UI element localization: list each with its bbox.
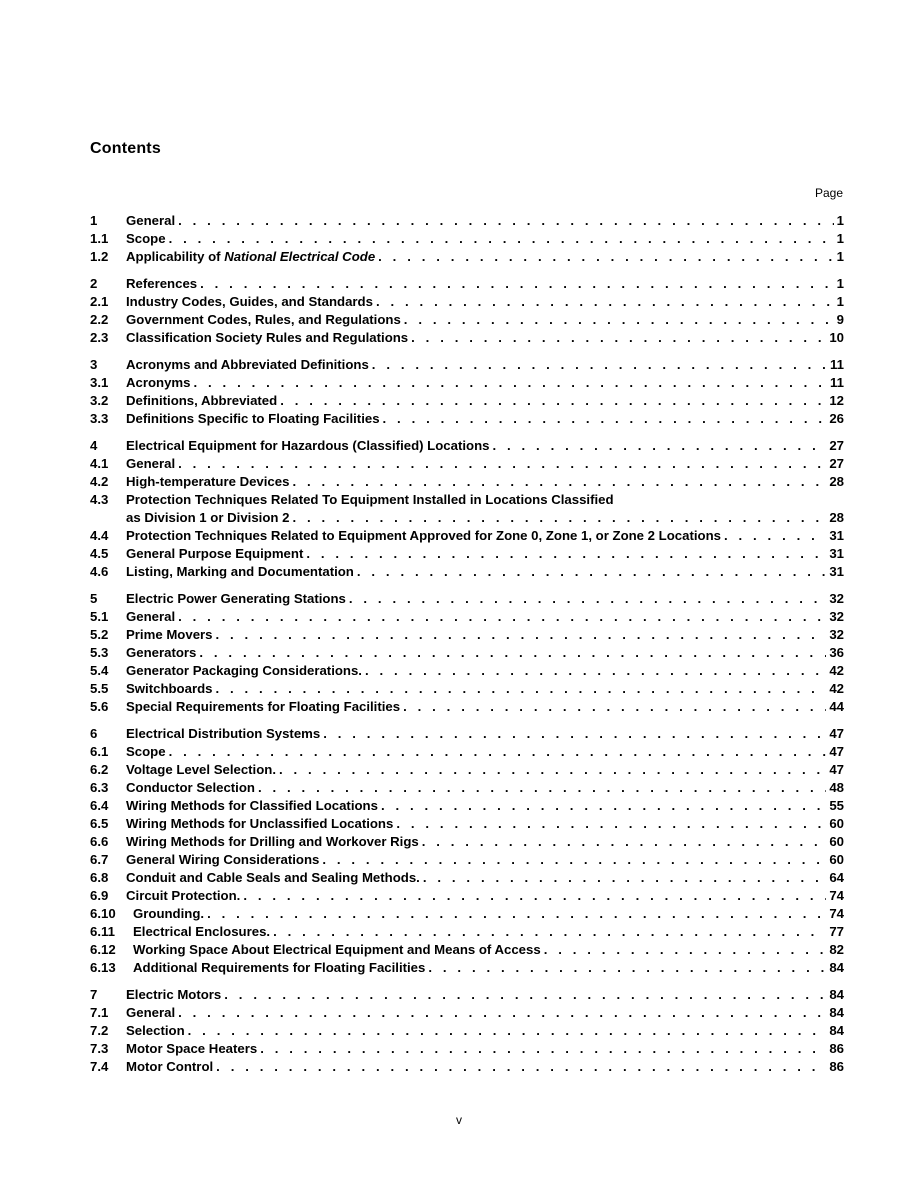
toc-entry-page: 32 (829, 591, 844, 606)
toc-entry-number: 5.3 (90, 645, 109, 660)
toc-entry-title: Motor Space Heaters (126, 1041, 258, 1056)
toc-entry-page: 77 (829, 924, 844, 939)
toc-entry-title: Protection Techniques Related to Equipment Approved for Zone 0, Zone 1, or Zone 2 Locations (126, 528, 721, 543)
dot-leader (260, 1040, 826, 1058)
toc-entry-title: Government Codes, Rules, and Regulations (126, 312, 401, 327)
toc-entry-page: 36 (829, 645, 844, 660)
toc-entry-number: 5.1 (90, 609, 109, 624)
toc-entry-title: as Division 1 or Division 2 (126, 510, 290, 525)
toc-entry[interactable] (90, 275, 844, 293)
toc-entry-number: 5.2 (90, 627, 109, 642)
toc-section (90, 356, 844, 428)
footer-page-number: v (456, 1113, 462, 1127)
dot-leader (178, 1004, 826, 1022)
toc-entry-number: 4.5 (90, 546, 109, 561)
toc-entry[interactable] (90, 905, 844, 923)
toc-entry-page: 47 (829, 726, 844, 741)
toc-entry-title: General (126, 609, 176, 624)
toc-entry-number: 5.4 (90, 663, 109, 678)
toc-entry-title: General Wiring Considerations (126, 852, 320, 867)
table-of-contents (90, 212, 844, 1085)
toc-entry[interactable] (90, 563, 844, 581)
toc-entry-number: 1.1 (90, 231, 109, 246)
toc-entry-title: Generators (126, 645, 197, 660)
dot-leader (258, 779, 826, 797)
toc-entry-title: Grounding. (133, 906, 205, 921)
dot-leader (188, 1022, 827, 1040)
toc-entry-page: 1 (836, 213, 844, 228)
toc-entry-number: 5 (90, 591, 98, 606)
toc-entry-title: Conduit and Cable Seals and Sealing Methods. (126, 870, 420, 885)
dot-leader (323, 725, 826, 743)
toc-entry-title: Motor Control (126, 1059, 214, 1074)
toc-entry-page: 84 (829, 1023, 844, 1038)
toc-entry-title: General Purpose Equipment (126, 546, 304, 561)
page-column-header: Page (814, 186, 843, 200)
dot-leader (207, 905, 826, 923)
toc-entry-title: Switchboards (126, 681, 213, 696)
toc-entry-number: 2.2 (90, 312, 109, 327)
dot-leader (365, 662, 826, 680)
toc-entry[interactable] (90, 329, 844, 347)
toc-entry-number: 4.1 (90, 456, 109, 471)
dot-leader (169, 230, 834, 248)
toc-entry-page: 60 (829, 816, 844, 831)
dot-leader (216, 626, 827, 644)
toc-entry-title: Acronyms (126, 375, 191, 390)
toc-entry-page: 84 (829, 987, 844, 1002)
toc-entry[interactable] (90, 293, 844, 311)
toc-entry[interactable] (90, 941, 844, 959)
dot-leader (396, 815, 826, 833)
toc-entry[interactable] (90, 662, 844, 680)
dot-leader (544, 941, 827, 959)
toc-entry[interactable] (90, 626, 844, 644)
toc-entry[interactable] (90, 356, 844, 374)
toc-entry[interactable] (90, 797, 844, 815)
toc-entry-number: 4.3 (90, 492, 109, 507)
dot-leader (383, 410, 827, 428)
toc-entry[interactable] (90, 212, 844, 230)
toc-entry[interactable] (90, 455, 844, 473)
toc-entry-title: Electrical Enclosures. (133, 924, 271, 939)
toc-entry[interactable] (90, 1004, 844, 1022)
toc-entry[interactable] (90, 725, 844, 743)
toc-entry-number: 6.8 (90, 870, 109, 885)
toc-entry-page: 42 (829, 681, 844, 696)
toc-entry[interactable] (90, 410, 844, 428)
toc-entry-page: 1 (836, 294, 844, 309)
dot-leader (243, 887, 826, 905)
dot-leader (273, 923, 826, 941)
toc-entry-number: 2.1 (90, 294, 109, 309)
dot-leader (199, 644, 826, 662)
toc-entry-number: 7.2 (90, 1023, 109, 1038)
dot-leader (178, 455, 826, 473)
toc-entry-title: References (126, 276, 198, 291)
toc-entry-page: 28 (829, 510, 844, 525)
toc-entry-number: 6 (90, 726, 98, 741)
toc-entry-page: 44 (829, 699, 844, 714)
toc-entry-number: 3.1 (90, 375, 109, 390)
toc-entry-title: Circuit Protection. (126, 888, 241, 903)
toc-entry[interactable] (90, 869, 844, 887)
toc-entry[interactable] (90, 590, 844, 608)
dot-leader (216, 1058, 826, 1076)
toc-entry-page: 48 (829, 780, 844, 795)
toc-entry-title: Electrical Distribution Systems (126, 726, 321, 741)
toc-entry-title: High-temperature Devices (126, 474, 290, 489)
toc-entry[interactable] (90, 986, 844, 1004)
toc-entry-number: 7.1 (90, 1005, 109, 1020)
toc-entry-title: Prime Movers (126, 627, 213, 642)
toc-entry-page: 82 (829, 942, 844, 957)
dot-leader (194, 374, 828, 392)
toc-entry-number: 6.6 (90, 834, 109, 849)
toc-entry-title: General (126, 456, 176, 471)
toc-entry-page: 11 (830, 375, 844, 390)
dot-leader (178, 212, 834, 230)
dot-leader (224, 986, 826, 1004)
toc-entry-title: Scope (126, 744, 166, 759)
toc-entry-title: Industry Codes, Guides, and Standards (126, 294, 373, 309)
toc-entry[interactable] (90, 1058, 844, 1076)
toc-entry[interactable] (90, 491, 844, 509)
toc-entry[interactable] (90, 527, 844, 545)
toc-entry[interactable] (90, 1040, 844, 1058)
toc-entry-number: 6.4 (90, 798, 109, 813)
toc-entry-page: 31 (829, 564, 844, 579)
toc-entry-title: General (126, 1005, 176, 1020)
toc-entry-number: 1.2 (90, 249, 109, 264)
toc-entry-number: 7 (90, 987, 98, 1002)
toc-entry-title-italic: National Electrical Code (224, 249, 376, 264)
toc-entry-page: 55 (829, 798, 844, 813)
toc-entry-title: Acronyms and Abbreviated Definitions (126, 357, 369, 372)
toc-entry-number: 1 (90, 213, 98, 228)
dot-leader (178, 608, 826, 626)
toc-entry-number: 4.6 (90, 564, 109, 579)
dot-leader (381, 797, 826, 815)
dot-leader (492, 437, 826, 455)
toc-entry-title: Selection (126, 1023, 185, 1038)
toc-entry-title: Wiring Methods for Drilling and Workover Rigs (126, 834, 419, 849)
page-title: Contents (90, 140, 161, 157)
dot-leader (428, 959, 826, 977)
toc-entry[interactable] (90, 923, 844, 941)
toc-entry-number: 4 (90, 438, 98, 453)
dot-leader (215, 680, 826, 698)
toc-entry-title: Generator Packaging Considerations. (126, 663, 362, 678)
toc-entry-title-prefix: Applicability of (126, 249, 225, 264)
toc-entry-title: Electrical Equipment for Hazardous (Classified) Locations (126, 438, 490, 453)
toc-entry-number: 4.4 (90, 528, 109, 543)
toc-entry[interactable] (90, 851, 844, 869)
toc-entry-page: 84 (829, 960, 844, 975)
toc-section (90, 725, 844, 977)
toc-section (90, 275, 844, 347)
toc-entry[interactable] (90, 545, 844, 563)
toc-entry-page: 26 (829, 411, 844, 426)
toc-entry-number: 6.7 (90, 852, 109, 867)
dot-leader (357, 563, 826, 581)
toc-entry[interactable] (90, 374, 844, 392)
toc-entry[interactable] (90, 608, 844, 626)
toc-entry-number: 3 (90, 357, 98, 372)
toc-entry-page: 42 (829, 663, 844, 678)
toc-entry-title: Additional Requirements for Floating Facilities (133, 960, 426, 975)
toc-entry-page: 27 (829, 456, 844, 471)
toc-section (90, 212, 844, 266)
toc-entry-number: 6.5 (90, 816, 109, 831)
dot-leader (200, 275, 834, 293)
toc-section (90, 437, 844, 581)
toc-entry-number: 6.9 (90, 888, 109, 903)
toc-entry-page: 74 (829, 906, 844, 921)
toc-entry-number: 6.13 (90, 960, 116, 975)
toc-entry-page: 47 (829, 744, 844, 759)
toc-entry[interactable] (90, 473, 844, 491)
toc-entry-title: Wiring Methods for Unclassified Locations (126, 816, 394, 831)
toc-entry-title: Protection Techniques Related To Equipment Installed in Locations Classified (126, 492, 614, 507)
toc-entry-page: 28 (829, 474, 844, 489)
dot-leader (169, 743, 827, 761)
toc-entry-page: 31 (829, 528, 844, 543)
toc-entry-title: Listing, Marking and Documentation (126, 564, 354, 579)
toc-entry[interactable] (90, 1022, 844, 1040)
toc-entry-page: 64 (829, 870, 844, 885)
toc-entry-number: 6.3 (90, 780, 109, 795)
toc-entry-number: 3.2 (90, 393, 109, 408)
toc-entry-title: Voltage Level Selection. (126, 762, 276, 777)
toc-entry-page: 86 (829, 1059, 844, 1074)
toc-entry-page: 84 (829, 1005, 844, 1020)
toc-entry-number: 6.11 (90, 924, 115, 939)
toc-entry-page: 60 (829, 852, 844, 867)
toc-entry-page: 1 (836, 249, 844, 264)
toc-section (90, 986, 844, 1076)
toc-entry[interactable] (90, 437, 844, 455)
toc-entry-page: 86 (829, 1041, 844, 1056)
toc-entry-title: Electric Motors (126, 987, 222, 1002)
dot-leader (378, 248, 834, 266)
dot-leader (376, 293, 834, 311)
toc-entry[interactable] (90, 743, 844, 761)
toc-entry-title: Working Space About Electrical Equipment and Means of Access (133, 942, 541, 957)
toc-entry-number: 5.5 (90, 681, 109, 696)
toc-entry[interactable] (90, 779, 844, 797)
dot-leader (292, 509, 826, 527)
toc-section (90, 590, 844, 716)
dot-leader (422, 833, 827, 851)
dot-leader (403, 698, 826, 716)
toc-entry-number: 6.12 (90, 942, 116, 957)
toc-entry-page: 1 (836, 276, 844, 291)
toc-entry-page: 11 (830, 357, 844, 372)
toc-entry-number: 7.3 (90, 1041, 109, 1056)
toc-entry-title: Electric Power Generating Stations (126, 591, 346, 606)
toc-entry[interactable] (90, 815, 844, 833)
toc-entry-title: Definitions, Abbreviated (126, 393, 278, 408)
toc-entry-title: Conductor Selection (126, 780, 255, 795)
toc-entry-page: 32 (829, 609, 844, 624)
toc-entry-number: 7.4 (90, 1059, 109, 1074)
toc-entry-page: 10 (829, 330, 844, 345)
toc-entry-number: 2.3 (90, 330, 109, 345)
toc-entry[interactable] (90, 311, 844, 329)
dot-leader (349, 590, 826, 608)
toc-entry-title: Classification Society Rules and Regulations (126, 330, 409, 345)
toc-entry-page: 12 (829, 393, 844, 408)
toc-entry-title: General (126, 213, 176, 228)
toc-entry-number: 6.1 (90, 744, 109, 759)
dot-leader (372, 356, 827, 374)
toc-entry-page: 60 (829, 834, 844, 849)
dot-leader (292, 473, 826, 491)
toc-entry[interactable] (90, 959, 844, 977)
toc-entry-page: 47 (829, 762, 844, 777)
toc-entry-title: Special Requirements for Floating Facilities (126, 699, 401, 714)
toc-entry-title: Wiring Methods for Classified Locations (126, 798, 378, 813)
toc-entry[interactable] (90, 248, 844, 266)
toc-entry[interactable] (90, 833, 844, 851)
dot-leader (411, 329, 826, 347)
dot-leader (724, 527, 826, 545)
toc-entry-continuation[interactable] (90, 509, 844, 527)
dot-leader (279, 761, 826, 779)
toc-entry-title: Scope (126, 231, 166, 246)
toc-entry[interactable] (90, 887, 844, 905)
toc-entry-title: Definitions Specific to Floating Facilities (126, 411, 380, 426)
toc-entry-page: 31 (829, 546, 844, 561)
dot-leader (322, 851, 826, 869)
toc-entry-title (126, 248, 375, 266)
toc-entry-number: 6.2 (90, 762, 109, 777)
toc-entry-page: 1 (836, 231, 844, 246)
toc-entry-number: 2 (90, 276, 98, 291)
toc-entry[interactable] (90, 761, 844, 779)
toc-entry-page: 74 (829, 888, 844, 903)
dot-leader (306, 545, 826, 563)
toc-entry-number: 4.2 (90, 474, 109, 489)
toc-entry-page: 32 (829, 627, 844, 642)
toc-entry[interactable] (90, 698, 844, 716)
dot-leader (404, 311, 834, 329)
dot-leader (280, 392, 826, 410)
dot-leader (423, 869, 827, 887)
toc-entry-number: 5.6 (90, 699, 109, 714)
toc-entry-number: 6.10 (90, 906, 116, 921)
toc-entry[interactable] (90, 644, 844, 662)
toc-entry[interactable] (90, 680, 844, 698)
toc-entry-page: 9 (836, 312, 844, 327)
toc-entry-page: 27 (829, 438, 844, 453)
toc-entry[interactable] (90, 230, 844, 248)
toc-entry[interactable] (90, 392, 844, 410)
toc-entry-number: 3.3 (90, 411, 109, 426)
